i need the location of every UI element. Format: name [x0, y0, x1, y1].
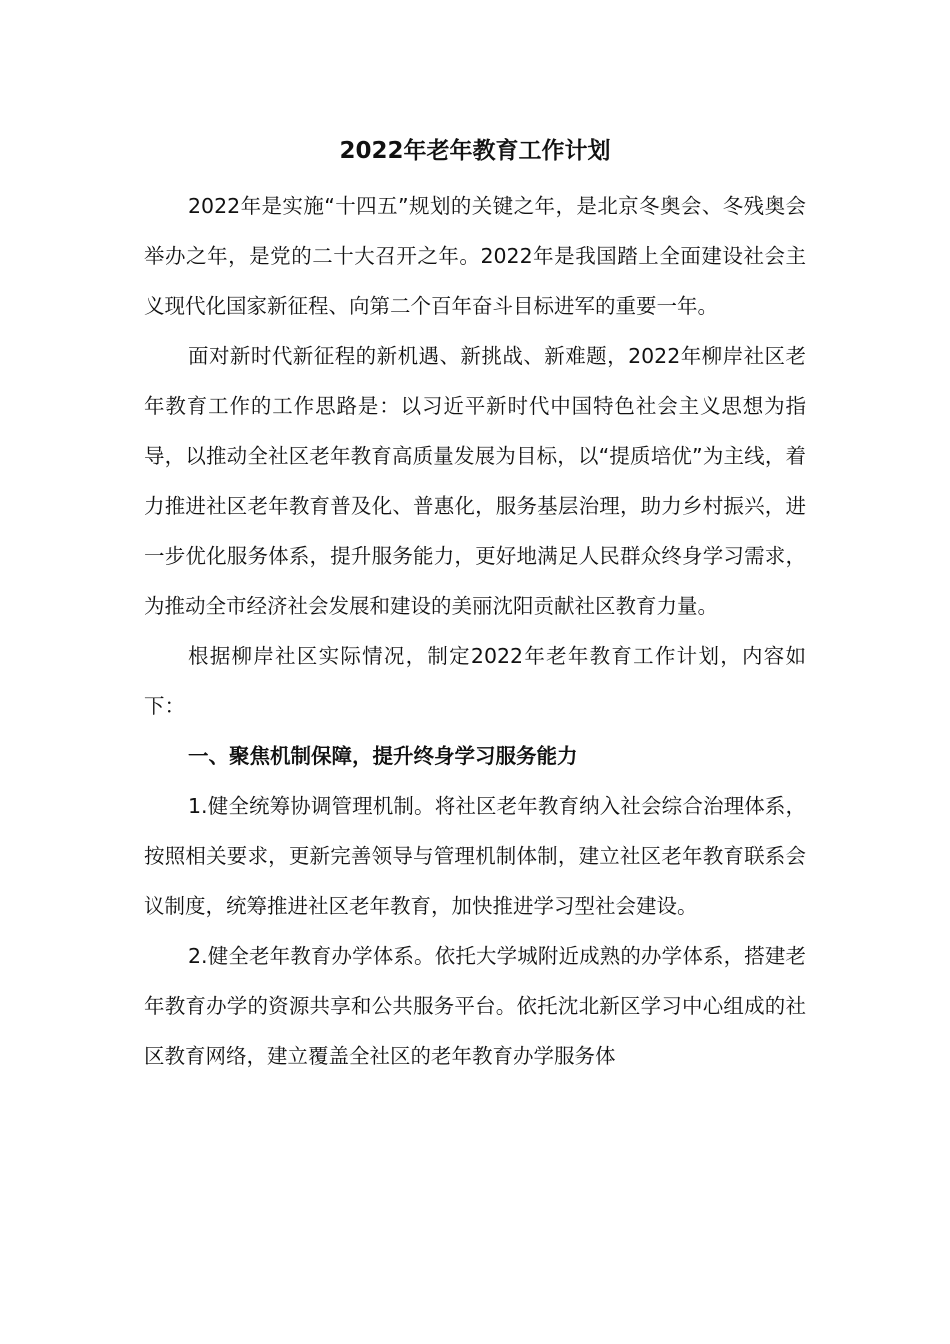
- document-title: 2022年老年教育工作计划: [339, 138, 611, 164]
- work-approach-paragraph: 面对新时代新征程的新机遇、新挑战、新难题，2022年柳岸社区老年教育工作的工作思路是：以习近平新时代中国特色社会主义思想为指导，以推动全社区老年教育高质量发展为目标，以“提质培优”为主线，着力推进社区老年教育普及化、普惠化，服务基层治理，助力乡村振兴，进一步优化服务体系，提升服务能力，更好地满足人民群众终身学习需求，为推动全市经济社会发展和建设的美丽沈阳贡献社区教育力量。: [144, 344, 806, 618]
- section-item-2: 2.健全老年教育办学体系。依托大学城附近成熟的办学体系，搭建老年教育办学的资源共享和公共服务平台。依托沈北新区学习中心组成的社区教育网络，建立覆盖全社区的老年教育办学服务体: [144, 944, 806, 1068]
- section-item-1: 1.健全统筹协调管理机制。将社区老年教育纳入社会综合治理体系，按照相关要求，更新完善领导与管理机制体制，建立社区老年教育联系会议制度，统筹推进社区老年教育，加快推进学习型社会建设。: [144, 794, 806, 918]
- intro-paragraph: 2022年是实施“十四五”规划的关键之年，是北京冬奥会、冬残奥会举办之年，是党的二十大召开之年。2022年是我国踏上全面建设社会主义现代化国家新征程、向第二个百年奋斗目标进军的重要一年。: [144, 194, 806, 318]
- plan-intro-paragraph: 根据柳岸社区实际情况，制定2022年老年教育工作计划，内容如下：: [144, 644, 806, 718]
- document-body: [144, 181, 806, 1081]
- section-heading: 一、聚焦机制保障，提升终身学习服务能力: [188, 744, 578, 768]
